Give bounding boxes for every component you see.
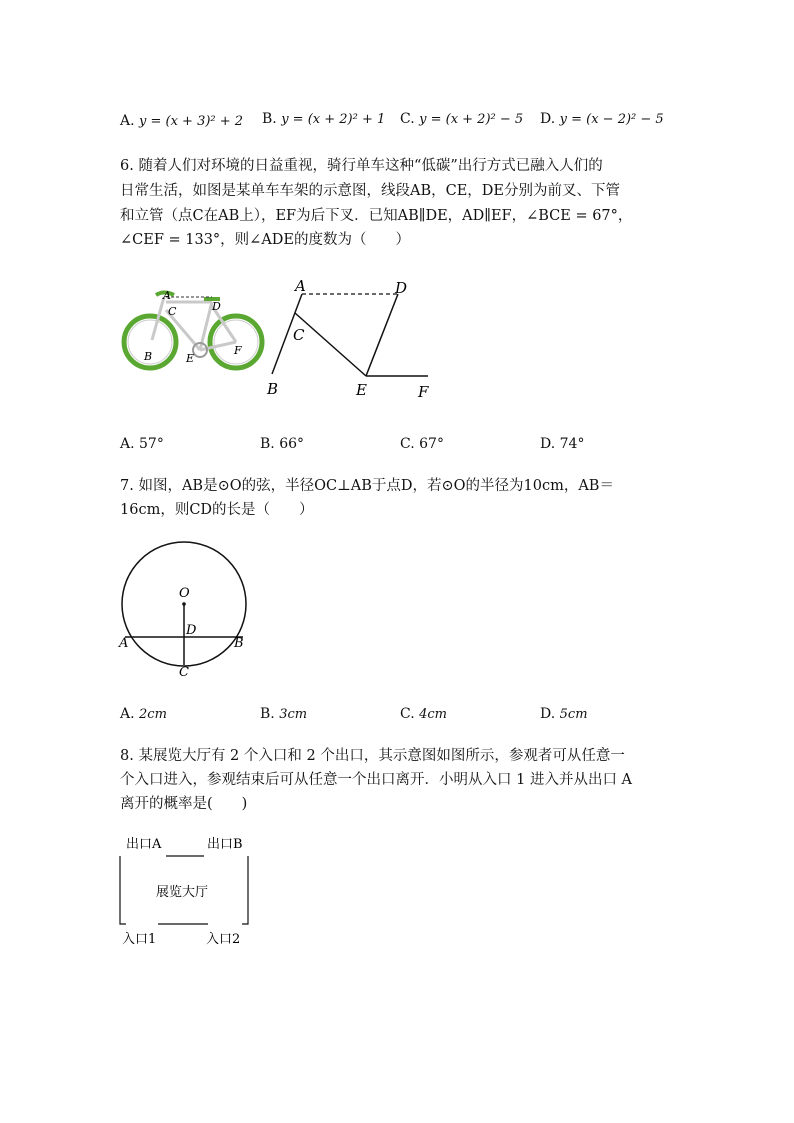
- q6-option-d: [540, 436, 584, 452]
- bike-label-c: C: [168, 305, 177, 318]
- bike-label-d: D: [212, 300, 221, 313]
- q6-line-1: 6. 随着人们对环境的日益重视，骑行单车这种“低碳”出行方式已融入人们的: [120, 158, 603, 174]
- q5-option-a: [120, 113, 243, 129]
- q6-option-b: [260, 436, 304, 452]
- option-formula: y = (x + 2)² − 5: [419, 112, 524, 127]
- q7-option-b: [260, 706, 307, 722]
- option-label: D.: [540, 706, 556, 722]
- bike-label-e: E: [186, 352, 195, 365]
- point-label-a: A: [295, 277, 306, 295]
- point-label-c: C: [293, 326, 305, 344]
- option-value: 66°: [279, 436, 305, 452]
- entrance-1-label: 入口1: [122, 932, 157, 947]
- q5-option-c: [400, 111, 523, 127]
- q8-line-2: 个入口进入，参观结束后可从任意一个出口离开．小明从入口 1 进入并从出口 A: [120, 772, 633, 788]
- option-label: C.: [400, 111, 415, 127]
- point-label-b: B: [234, 636, 244, 651]
- q6-line-2: 日常生活，如图是某单车车架的示意图，线段AB，CE，DE分别为前叉、下管: [120, 183, 621, 199]
- bike-label-b: B: [144, 350, 153, 363]
- q8-line-3: 离开的概率是( ): [120, 796, 248, 812]
- q6-option-c: [400, 436, 444, 452]
- q7-line-1: 7. 如图，AB是⊙O的弦，半径OC⊥AB于点D，若⊙O的半径为10cm，AB＝: [120, 478, 614, 494]
- q7-option-c: [400, 706, 447, 722]
- point-label-b: B: [267, 380, 279, 398]
- option-formula: y = (x + 3)² + 2: [139, 114, 244, 129]
- point-label-e: E: [356, 381, 367, 399]
- exit-b-label: 出口B: [207, 837, 243, 852]
- q6-line-4: ∠CEF = 133°，则∠ADE的度数为（ ）: [120, 232, 411, 248]
- bike-label-a: A: [163, 289, 171, 302]
- point-label-f: F: [418, 383, 429, 400]
- exit-a-label: 出口A: [126, 837, 162, 852]
- option-label: C.: [400, 436, 415, 452]
- option-value: 74°: [559, 436, 585, 452]
- circle-diagram: [114, 540, 254, 680]
- entrance-2-label: 入口2: [206, 932, 241, 947]
- option-label: B.: [260, 706, 275, 722]
- option-value: 57°: [139, 436, 164, 452]
- option-label: D.: [540, 111, 556, 127]
- option-label: B.: [262, 111, 277, 127]
- hall-label: 展览大厅: [156, 885, 209, 900]
- point-label-o: O: [179, 586, 190, 601]
- q5-option-d: [540, 111, 664, 127]
- option-label: A.: [120, 706, 135, 722]
- hall-diagram: [112, 832, 262, 950]
- q8-line-1: 8. 某展览大厅有 2 个入口和 2 个出口，其示意图如图所示，参观者可从任意一: [120, 748, 625, 764]
- option-value: 2cm: [139, 707, 167, 722]
- q6-line-3: 和立管（点C在AB上），EF为后下叉．已知AB∥DE，AD∥EF，∠BCE = 67°，: [120, 208, 633, 224]
- option-label: A.: [120, 436, 135, 452]
- option-label: D.: [540, 436, 556, 452]
- bike-label-f: F: [234, 344, 242, 357]
- point-label-a: A: [119, 636, 129, 651]
- bicycle-image: [116, 282, 266, 378]
- option-value: 4cm: [419, 707, 448, 722]
- option-formula: y = (x − 2)² − 5: [559, 112, 664, 127]
- frame-diagram: [262, 276, 434, 400]
- option-label: A.: [120, 113, 135, 129]
- option-label: C.: [400, 706, 415, 722]
- point-label-d: D: [186, 623, 197, 638]
- option-label: B.: [260, 436, 275, 452]
- q5-option-b: [262, 111, 385, 127]
- q7-option-a: [120, 706, 167, 722]
- point-label-c: C: [179, 665, 189, 680]
- point-label-d: D: [395, 279, 408, 297]
- q6-option-a: [120, 436, 164, 452]
- option-formula: y = (x + 2)² + 1: [281, 112, 386, 127]
- q7-option-d: [540, 706, 588, 722]
- option-value: 3cm: [279, 707, 308, 722]
- option-value: 67°: [419, 436, 444, 452]
- q7-line-2: 16cm，则CD的长是（ ）: [120, 502, 314, 518]
- option-value: 5cm: [559, 707, 588, 722]
